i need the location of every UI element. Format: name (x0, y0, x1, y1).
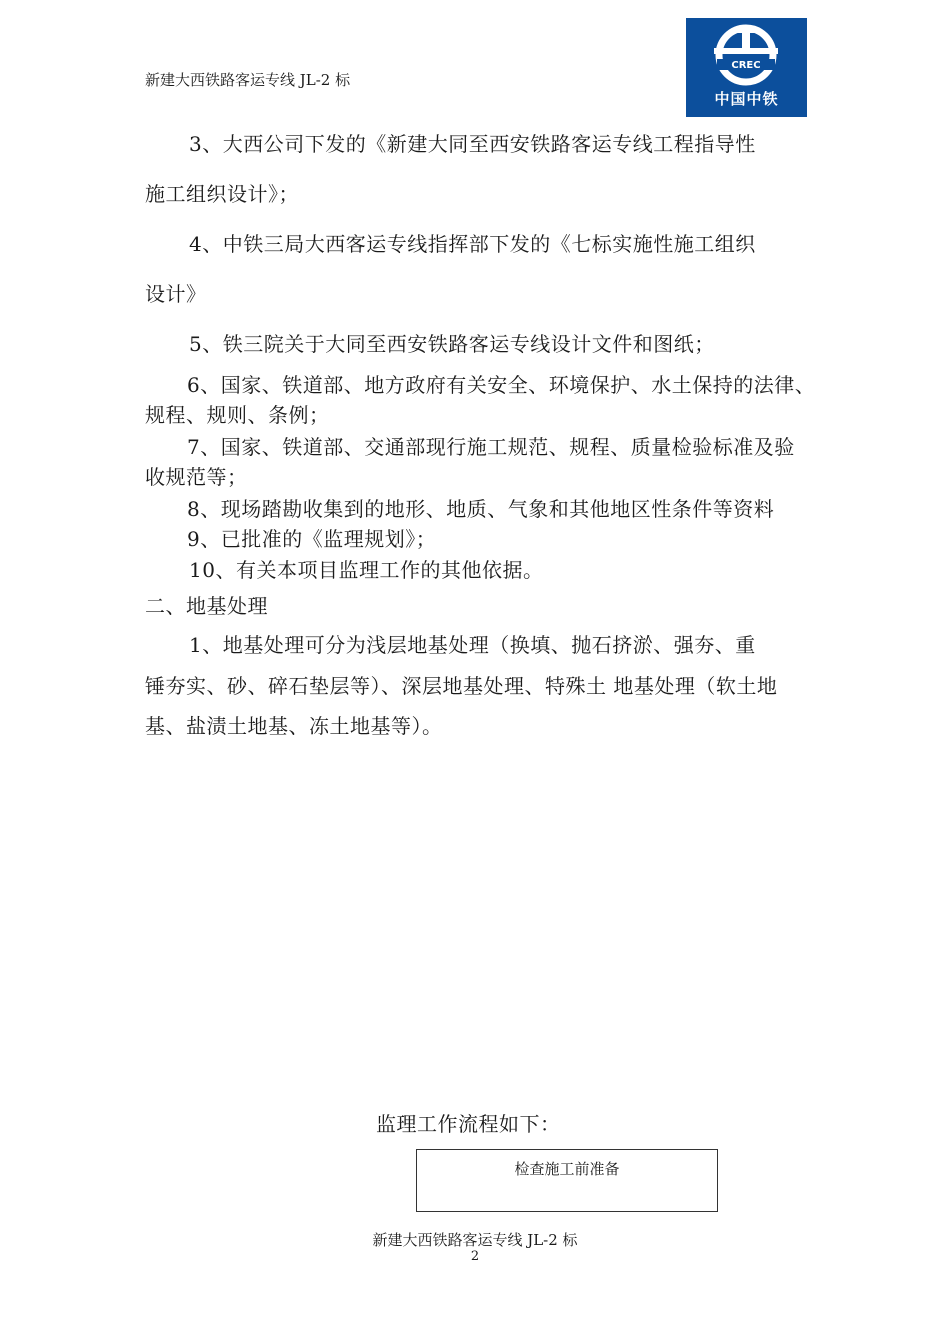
logo-text: 中国中铁 (714, 90, 779, 108)
paragraph-4-line-2: 设计》 (145, 282, 207, 306)
paragraph-5: 5、铁三院关于大同至西安铁路客运专线设计文件和图纸； (189, 332, 715, 356)
paragraph-7-line-1: 7、国家、铁道部、交通部现行施工规范、规程、质量检验标准及验 (187, 435, 795, 459)
paragraph-6-line-2: 规程、规则、条例； (145, 403, 330, 427)
crec-logo-icon (686, 18, 807, 88)
paragraph-3-line-2: 施工组织设计》； (145, 182, 299, 206)
paragraph-4-line-1: 4、中铁三局大西客运专线指挥部下发的《七标实施性施工组织 (189, 232, 756, 256)
section-2-paragraph-1-line-3: 基、盐渍土地基、冻土地基等）。 (145, 714, 443, 738)
paragraph-10: 10、有关本项目监理工作的其他依据。 (189, 558, 544, 582)
paragraph-7-line-2: 收规范等； (145, 465, 248, 489)
paragraph-3-line-1: 3、大西公司下发的《新建大同至西安铁路客运专线工程指导性 (189, 132, 756, 156)
header-title: 新建大西铁路客运专线 JL-2 标 (145, 71, 351, 89)
crec-logo (686, 18, 807, 117)
section-2-heading: 二、地基处理 (145, 594, 268, 618)
svg-text:CREC: CREC (731, 60, 761, 71)
flowchart-box-label: 检查施工前准备 (514, 1160, 620, 1178)
section-2-paragraph-1-line-1: 1、地基处理可分为浅层地基处理（换填、抛石挤淤、强夯、重 (189, 633, 756, 657)
paragraph-8: 8、现场踏勘收集到的地形、地质、气象和其他地区性条件等资料 (187, 497, 775, 521)
paragraph-9: 9、已批准的《监理规划》； (187, 527, 437, 551)
page-number: 2 (470, 1249, 480, 1264)
paragraph-6-line-1: 6、国家、铁道部、地方政府有关安全、环境保护、水土保持的法律、 (187, 373, 816, 397)
flowchart-box (416, 1149, 718, 1212)
section-2-paragraph-1-line-2: 锤夯实、砂、碎石垫层等）、深层地基处理、特殊土 地基处理（软土地 (145, 674, 778, 698)
flow-intro: 监理工作流程如下： (376, 1112, 561, 1136)
footer-title: 新建大西铁路客运专线 JL-2 标 (372, 1231, 578, 1249)
